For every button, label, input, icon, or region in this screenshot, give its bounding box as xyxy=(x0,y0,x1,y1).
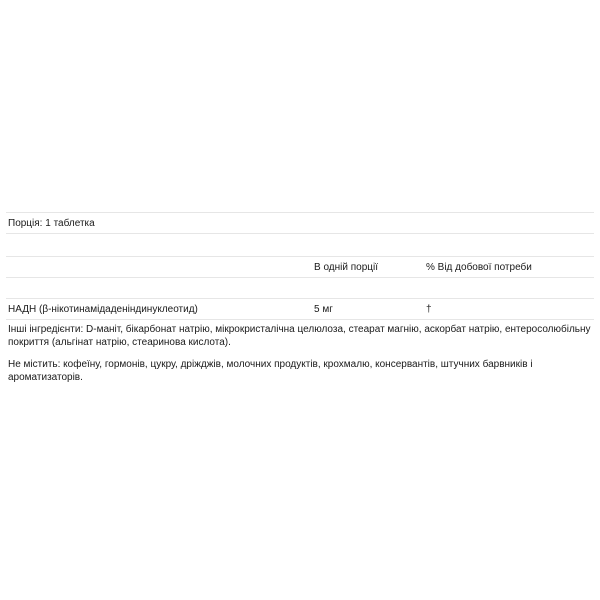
supplement-facts-panel xyxy=(6,212,594,393)
header-per-serving: В одній порції xyxy=(314,261,378,273)
notes-section xyxy=(6,320,594,384)
table-row xyxy=(6,299,594,319)
serving-size-row xyxy=(6,213,594,233)
ingredient-daily-value: † xyxy=(426,303,432,315)
ingredient-amount: 5 мг xyxy=(314,303,333,315)
serving-size-label: Порція: 1 таблетка xyxy=(8,217,95,229)
table-header-row xyxy=(6,257,594,277)
other-ingredients-text: Інші інгредієнти: D-маніт, бікарбонат натрію, мікрокристалічна целюлоза, стеарат магнію, аскорбат натрію, ентеросолюбільну покриття (альгінат натрію, стеаринова кислота). xyxy=(8,324,591,348)
ingredient-name: НАДН (β-нікотинамідаденіндинуклеотид) xyxy=(8,303,198,315)
does-not-contain-text: Не містить: кофеїну, гормонів, цукру, дріжджів, молочних продуктів, крохмалю, консервантів, штучних барвників і ароматизаторів. xyxy=(8,359,533,383)
header-daily-value: % Від добової потреби xyxy=(426,261,532,273)
